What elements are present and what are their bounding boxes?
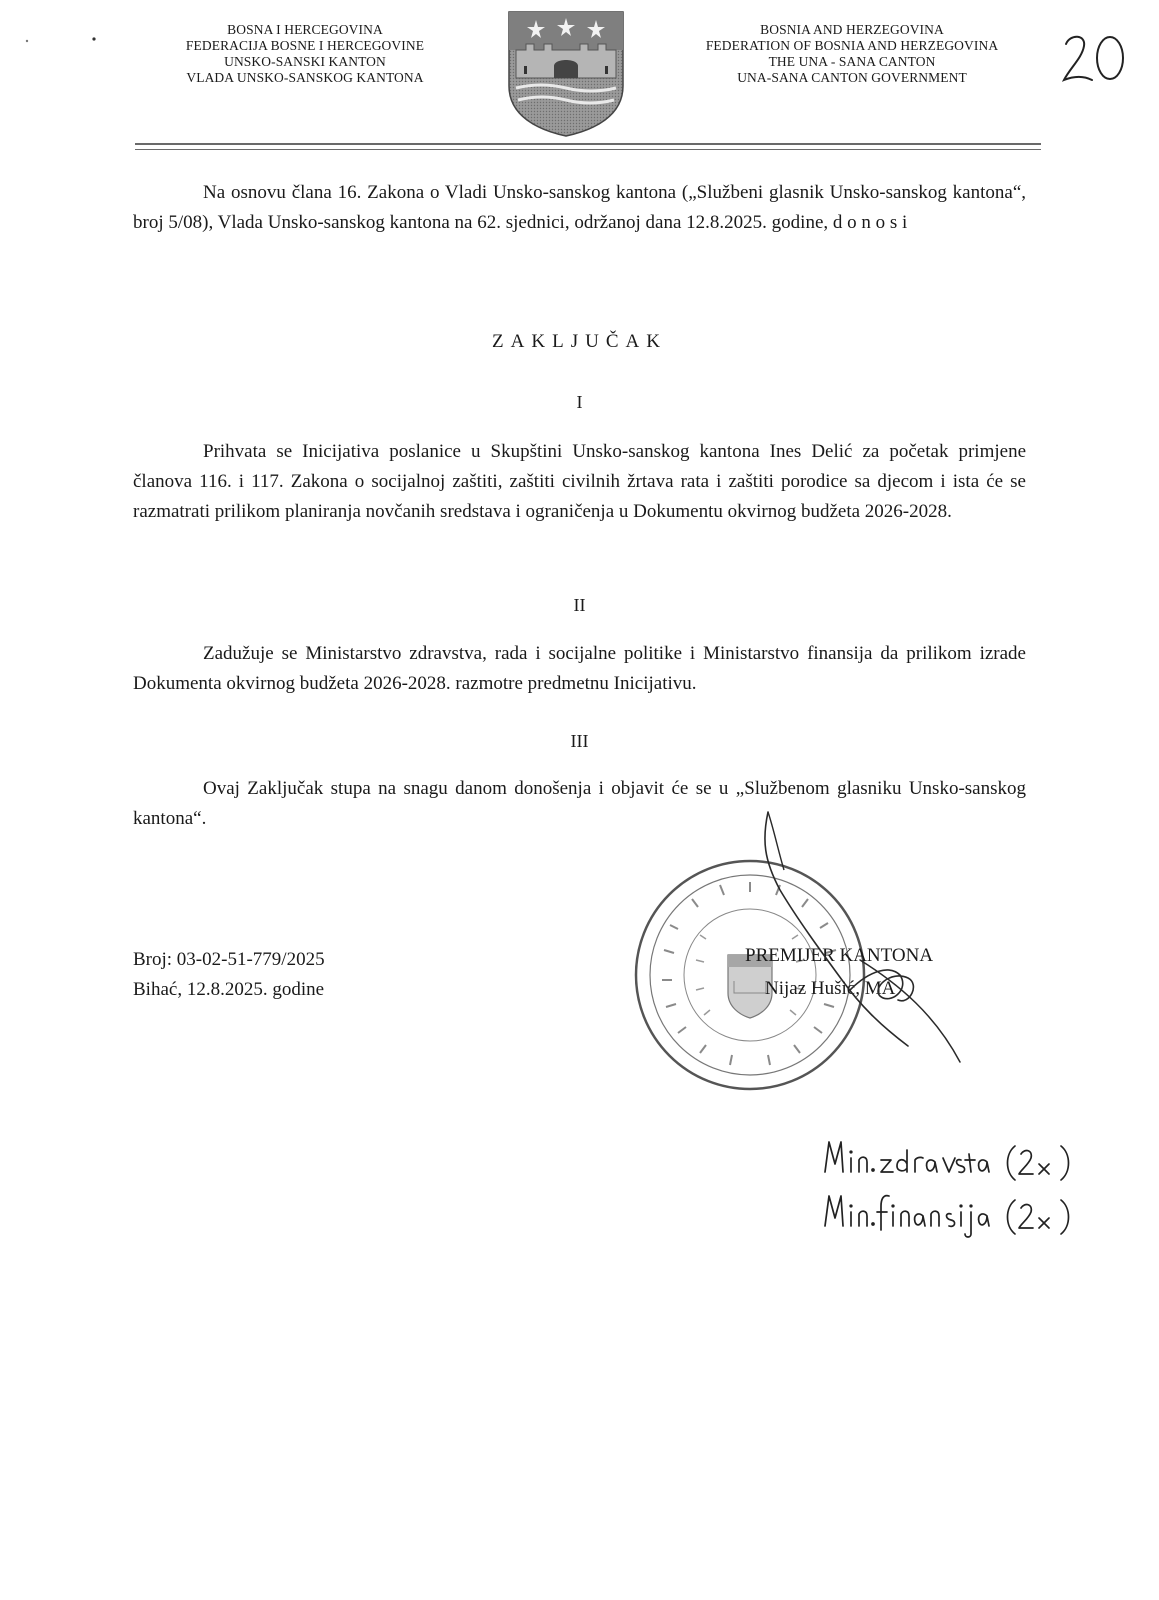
header-left-line-2: FEDERACIJA BOSNE I HERCEGOVINE [185, 38, 425, 53]
section-1-text: Prihvata se Inicijativa poslanice u Skupštini Unsko-sanskog kantona Ines Delić za početak primjene članova 116. i 117. Zakona o socijalnoj zaštiti, zaštiti civilnih žrtava rata i zaštiti porodice sa djecom i ista će se razmatrati prilikom planiranja novčanih sredstava i ograničenja u Dokumentu okvirnog budžeta 2026-2028. [133, 441, 1026, 522]
section-3-number: III [570, 731, 589, 751]
section-1-number: I [576, 392, 583, 412]
header-divider-thick [135, 143, 1041, 145]
intro-paragraph: Na osnovu člana 16. Zakona o Vladi Unsko-sanskog kantona („Službeni glasnik Unsko-sanskog kantona“, broj 5/08), Vlada Unsko-sanskog kantona na 62. sjednici, održanoj dana 12.8.2025. godine, d o n o s i [133, 182, 1026, 233]
handwritten-note [815, 1130, 1115, 1240]
header-right-line-4: UNA-SANA CANTON GOVERNMENT [737, 70, 967, 85]
header-left [150, 22, 460, 86]
header-right-line-1: BOSNIA AND HERZEGOVINA [760, 22, 944, 37]
header-left-line-1: BOSNA I HERCEGOVINA [227, 22, 383, 37]
reference-block [133, 945, 325, 1005]
header-right-line-3: THE UNA - SANA CANTON [768, 54, 936, 69]
handwritten-page-number [1060, 28, 1130, 88]
header-left-line-3: UNSKO-SANSKI KANTON [224, 54, 386, 69]
header-right-line-2: FEDERATION OF BOSNIA AND HERZEGOVINA [705, 38, 999, 53]
header-divider-thin [135, 149, 1041, 150]
header-right [672, 22, 1032, 86]
scan-marks [0, 0, 120, 60]
document-title: ZAKLJUČAK [492, 331, 667, 352]
place-date: Bihać, 12.8.2025. godine [133, 979, 325, 1000]
handwritten-signature [740, 800, 980, 1080]
section-3-text: Ovaj Zaključak stupa na snagu danom donošenja i objavit će se u „Službenom glasniku Unsko-sanskog kantona“. [133, 778, 1026, 829]
header-left-line-4: VLADA UNSKO-SANSKOG KANTONA [186, 70, 424, 85]
coat-of-arms-icon [506, 8, 626, 138]
section-2-text: Zadužuje se Ministarstvo zdravstva, rada i socijalne politike i Ministarstvo finansija da prilikom izrade Dokumenta okvirnog budžeta 2026-2028. razmotre predmetnu Inicijativu. [133, 643, 1026, 694]
signatory-title: PREMIJER KANTONA [745, 945, 934, 966]
signatory-name: Nijaz Hušić, MA [765, 978, 896, 999]
section-2-number: II [573, 595, 586, 615]
reference-number: Broj: 03-02-51-779/2025 [133, 949, 325, 970]
